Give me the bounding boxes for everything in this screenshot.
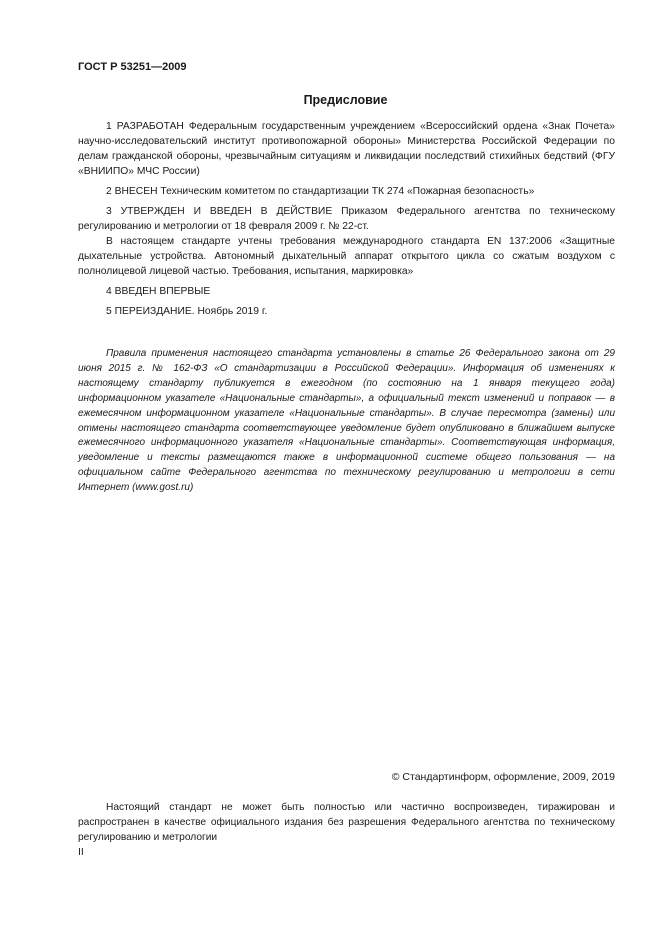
foreword-items [78, 119, 615, 324]
copyright: © Стандартинформ, оформление, 2009, 2019 [391, 771, 615, 783]
foreword-item-2: 2 ВНЕСЕН Техническим комитетом по стандартизации ТК 274 «Пожарная безопасность» [106, 186, 535, 197]
application-note-text: Правила применения настоящего стандарта установлены в статье 26 Федерального закона от 29 июня 2015 г. № 162-ФЗ «О стандартизации в Российской Федерации». Информация об изменениях к настоящему стандарту публикуется в ежегодном (по состоянию на 1 января текущего года) информационном указателе «Национальные стандарты», а официальный текст изменений и поправок — в ежемесячном информационном указателе «Национальные стандарты». В случае пересмотра (замены) или отмены настоящего стандарта соответствующее уведомление будет опубликовано в ближайшем выпуске ежемесячного информационного указателя «Национальные стандарты». Соответствующая информация, уведомление и тексты размещаются также в информационной системе общего пользования — на официальном сайте Федерального агентства по техническому регулированию и метрологии в сети Интернет (www.gost.ru) [78, 348, 615, 494]
foreword-item-3-note: В настоящем стандарте учтены требования международного стандарта EN 137:2006 «Защитные дыхательные устройства. Автономный дыхательный аппарат открытого цикла со сжатым воздухом с полнолицевой лицевой частью. Требования, испытания, маркировка» [78, 236, 615, 277]
standard-application-note [78, 347, 615, 496]
foreword-item-5: 5 ПЕРЕИЗДАНИЕ. Ноябрь 2019 г. [106, 306, 268, 317]
foreword-item-4: 4 ВВЕДЕН ВПЕРВЫЕ [106, 286, 211, 297]
foreword-item-1: 1 РАЗРАБОТАН Федеральным государственным учреждением «Всероссийский ордена «Знак Почета» научно-исследовательский институт противопожарной обороны» Министерства Российской Федерации по делам гражданской обороны, чрезвычайным ситуациям и ликвидации последствий стихийных бедствий (ФГУ «ВНИИПО» МЧС России) [78, 121, 615, 177]
document-code: ГОСТ Р 53251—2009 [78, 61, 187, 73]
reproduction-notice [78, 800, 615, 845]
page-title: Предисловие [303, 93, 388, 107]
page-number: II [78, 846, 84, 858]
foreword-item-3: 3 УТВЕРЖДЕН И ВВЕДЕН В ДЕЙСТВИЕ Приказом Федерального агентства по техническому регулированию и метрологии от 18 февраля 2009 г. № 22-ст. [78, 206, 615, 232]
reproduction-notice-text: Настоящий стандарт не может быть полностью или частично воспроизведен, тиражирован и распространен в качестве официального издания без разрешения Федерального агентства по техническому регулированию и метрологии [78, 802, 615, 843]
